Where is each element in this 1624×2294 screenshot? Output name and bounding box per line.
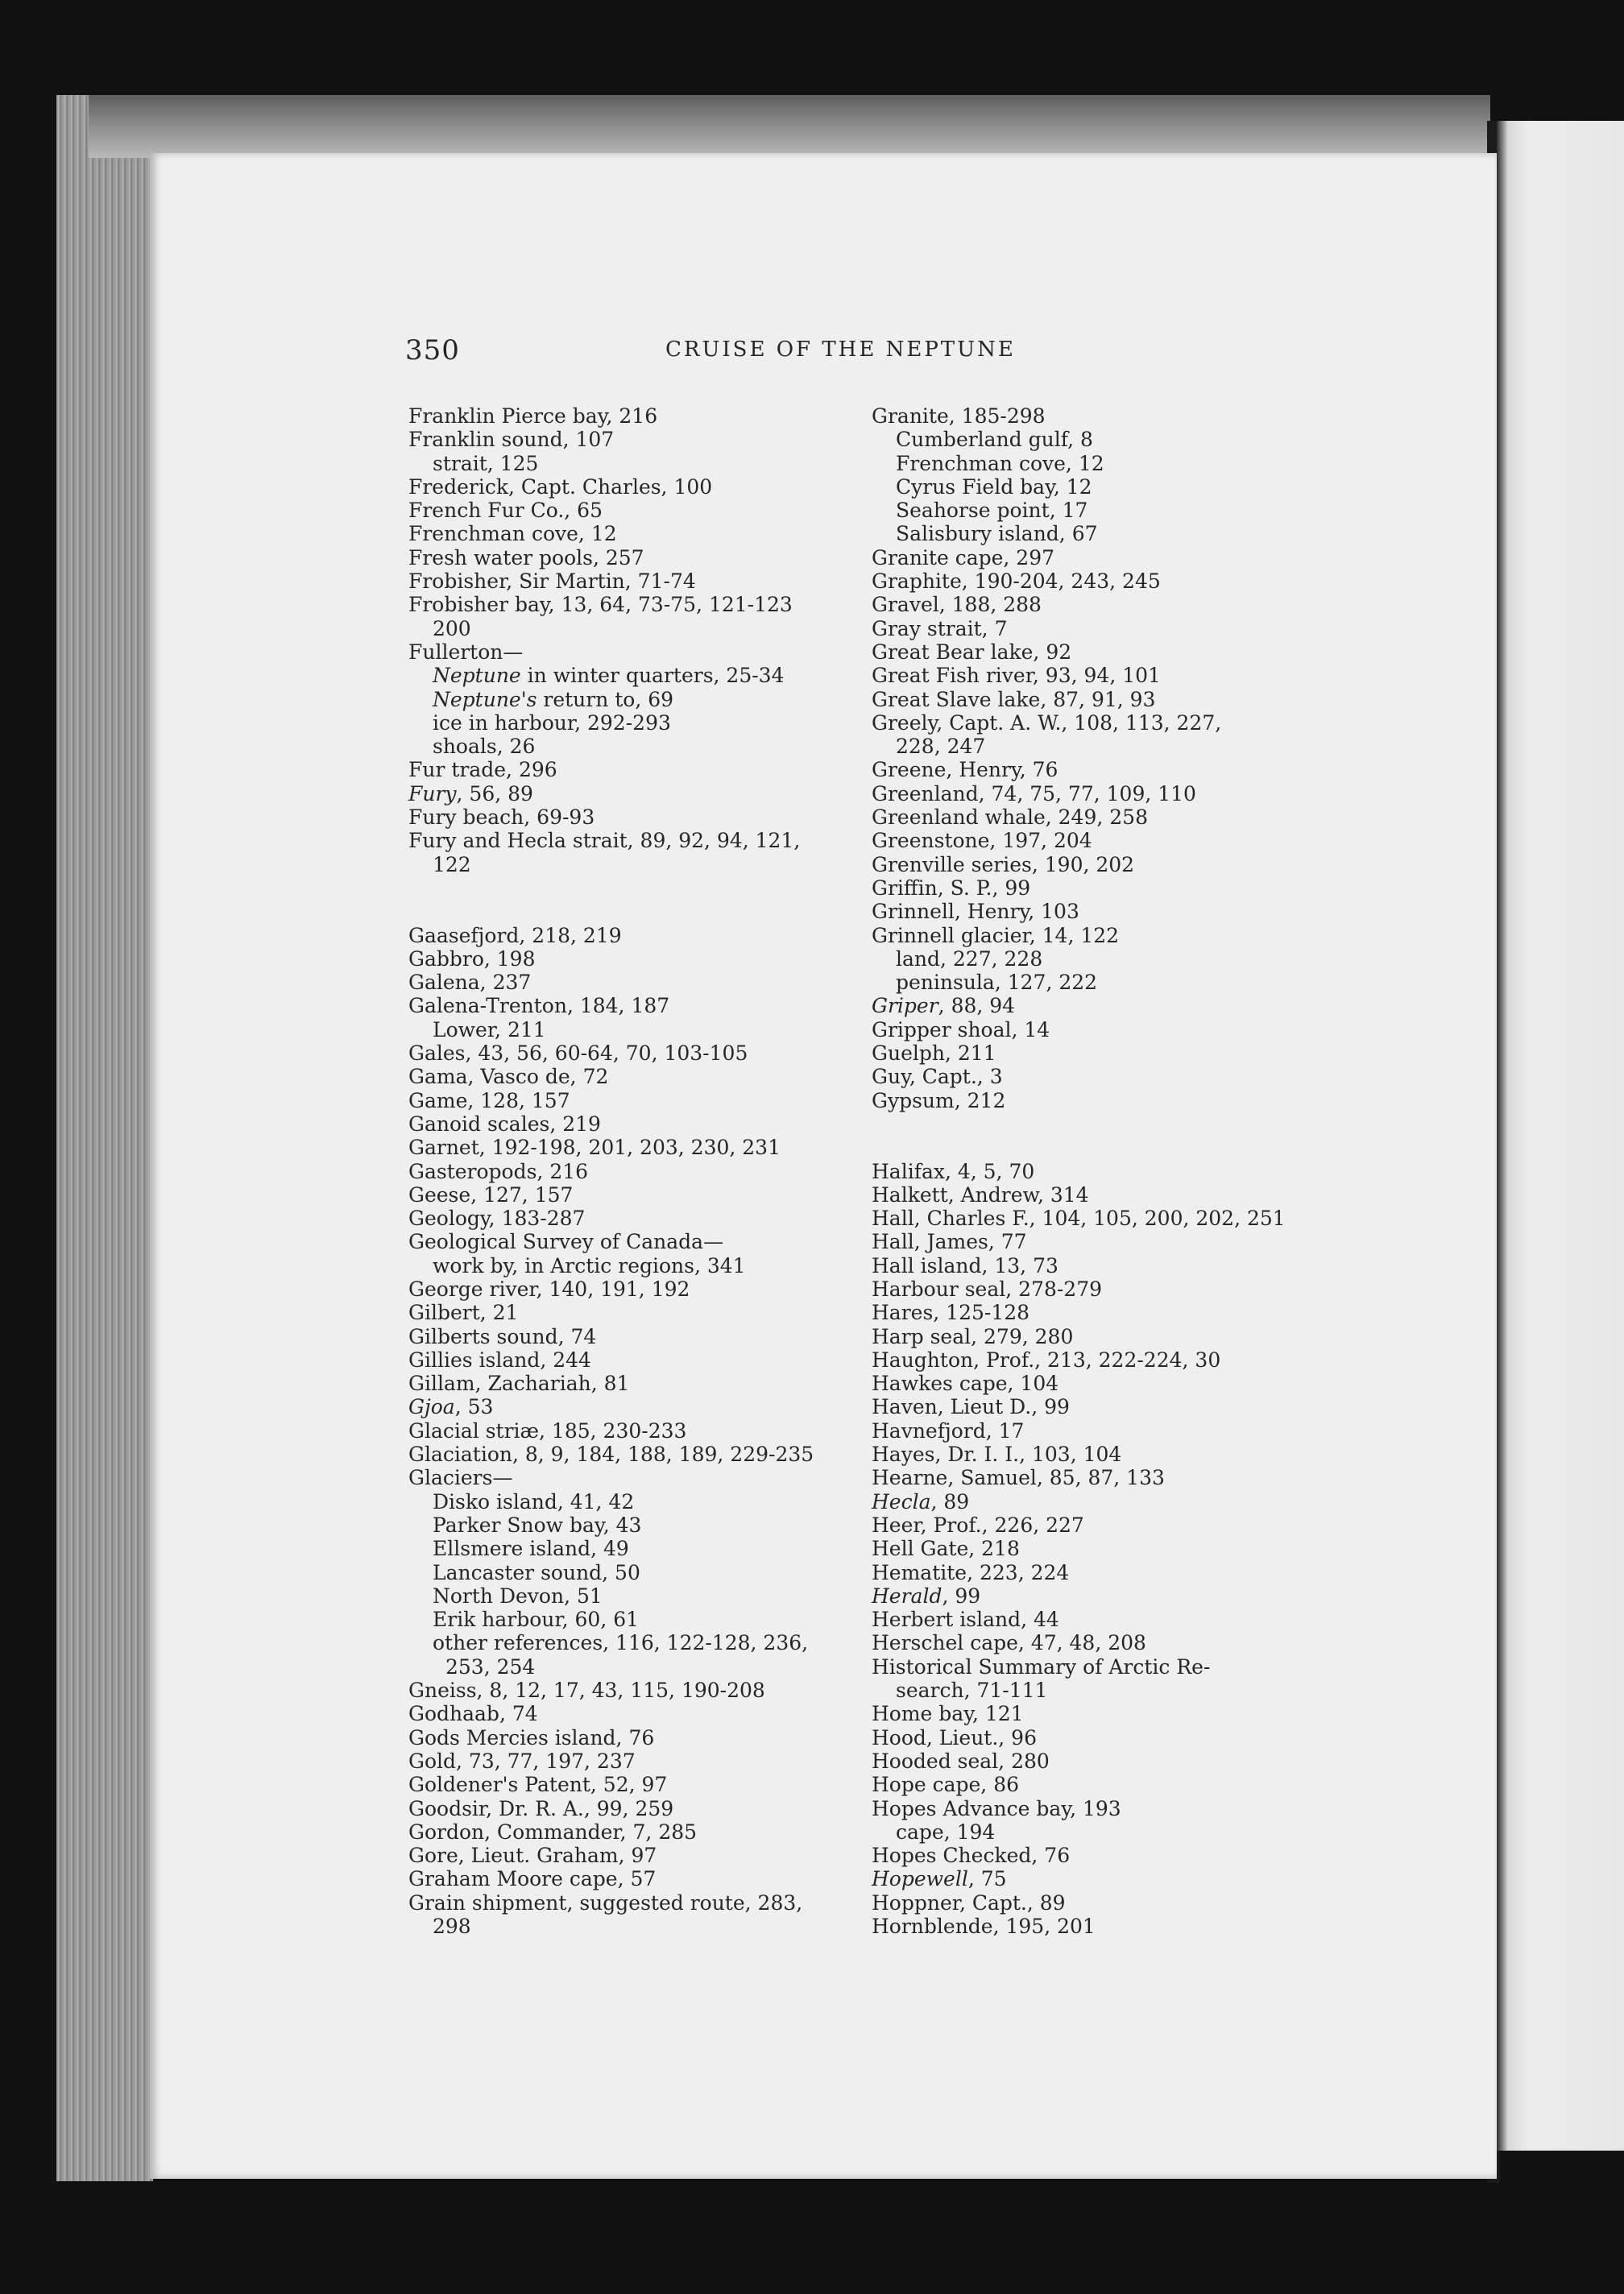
- index-entry: 298: [433, 1915, 471, 1938]
- index-entry: Guelph, 211: [872, 1041, 996, 1066]
- index-entry: ice in harbour, 292-293: [433, 710, 671, 735]
- index-entry: Gordon, Commander, 7, 285: [408, 1820, 698, 1844]
- index-entry: Haughton, Prof., 213, 222-224, 30: [872, 1348, 1221, 1372]
- index-entry: Franklin sound, 107: [408, 428, 615, 452]
- index-entry: Graham Moore cape, 57: [408, 1867, 657, 1891]
- index-entry: Gjoa, 53: [408, 1395, 494, 1419]
- index-entry: Hematite, 223, 224: [872, 1560, 1070, 1584]
- index-entry: Glacial striæ, 185, 230-233: [408, 1418, 687, 1443]
- index-entry: Fur trade, 296: [408, 758, 557, 782]
- index-column-right: [872, 404, 1323, 1938]
- index-entry: Hornblende, 195, 201: [872, 1915, 1096, 1938]
- index-entry: Gama, Vasco de, 72: [408, 1065, 609, 1089]
- index-entry: Frobisher, Sir Martin, 71-74: [408, 569, 696, 594]
- index-entry: Gillam, Zachariah, 81: [408, 1372, 630, 1396]
- index-entry: French Fur Co., 65: [408, 499, 603, 523]
- index-entry: Home bay, 121: [872, 1702, 1024, 1726]
- index-entry: Lower, 211: [433, 1017, 546, 1041]
- index-entry: Grinnell, Henry, 103: [872, 900, 1079, 924]
- index-entry: strait, 125: [433, 451, 539, 475]
- index-entry: Griffin, S. P., 99: [872, 876, 1031, 900]
- index-entry: Halifax, 4, 5, 70: [872, 1159, 1035, 1183]
- index-entry: Gilbert, 21: [408, 1301, 519, 1325]
- index-entry: Neptune in winter quarters, 25-34: [433, 664, 785, 688]
- index-entry: Greene, Henry, 76: [872, 758, 1058, 782]
- page-number: 350: [405, 334, 460, 366]
- index-entry: Fury and Hecla strait, 89, 92, 94, 121,: [408, 829, 801, 853]
- index-entry: Ellsmere island, 49: [433, 1537, 629, 1561]
- index-entry: Goodsir, Dr. R. A., 99, 259: [408, 1796, 674, 1820]
- index-entry: Hares, 125-128: [872, 1301, 1030, 1325]
- index-entry: Grinnell glacier, 14, 122: [872, 923, 1120, 947]
- index-entry: Parker Snow bay, 43: [433, 1513, 642, 1537]
- index-entry: North Devon, 51: [433, 1584, 603, 1608]
- index-entry: Hood, Lieut., 96: [872, 1725, 1037, 1749]
- index-entry: cape, 194: [896, 1820, 996, 1844]
- index-entry: Hell Gate, 218: [872, 1537, 1020, 1561]
- index-entry: Gray strait, 7: [872, 616, 1008, 640]
- index-entry: Gripper shoal, 14: [872, 1017, 1050, 1041]
- index-gap: [872, 1136, 1323, 1159]
- index-entry: Frobisher bay, 13, 64, 73-75, 121-123: [408, 593, 793, 617]
- index-entry: Gaasefjord, 218, 219: [408, 923, 622, 947]
- index-entry: Cumberland gulf, 8: [896, 428, 1093, 452]
- page-top-edge: [89, 95, 1490, 158]
- index-entry: Hopes Checked, 76: [872, 1844, 1071, 1868]
- index-entry: Granite cape, 297: [872, 545, 1055, 569]
- index-entry: Griper, 88, 94: [872, 994, 1016, 1018]
- index-entry: 122: [433, 852, 471, 876]
- index-entry: Harp seal, 279, 280: [872, 1324, 1074, 1348]
- index-entry: Greely, Capt. A. W., 108, 113, 227,: [872, 710, 1222, 735]
- index-entry: Gravel, 188, 288: [872, 593, 1042, 617]
- index-entry: Fury beach, 69-93: [408, 805, 595, 830]
- index-entry: Fresh water pools, 257: [408, 545, 644, 569]
- page-stack-edge: [56, 95, 153, 2181]
- index-entry: Gales, 43, 56, 60-64, 70, 103-105: [408, 1041, 748, 1066]
- index-entry: Frenchman cove, 12: [896, 451, 1104, 475]
- index-entry: Herbert island, 44: [872, 1608, 1059, 1632]
- index-gap: [408, 900, 860, 923]
- index-entry: 228, 247: [896, 735, 986, 759]
- index-entry: 200: [433, 616, 471, 640]
- index-entry: Ganoid scales, 219: [408, 1112, 601, 1136]
- index-entry: Fullerton—: [408, 640, 524, 664]
- index-entry: Gasteropods, 216: [408, 1159, 589, 1183]
- index-entry: Greenland, 74, 75, 77, 109, 110: [872, 781, 1196, 805]
- index-entry: Glaciers—: [408, 1466, 513, 1490]
- index-entry: Fury, 56, 89: [408, 781, 533, 805]
- index-entry: Gneiss, 8, 12, 17, 43, 115, 190-208: [408, 1679, 765, 1703]
- index-entry: George river, 140, 191, 192: [408, 1277, 690, 1301]
- index-entry: Geological Survey of Canada—: [408, 1230, 724, 1254]
- index-entry: Godhaab, 74: [408, 1702, 538, 1726]
- index-entry: Graphite, 190-204, 243, 245: [872, 569, 1161, 594]
- index-entry: Hoppner, Capt., 89: [872, 1890, 1066, 1915]
- index-entry: Franklin Pierce bay, 216: [408, 404, 658, 428]
- index-entry: Lancaster sound, 50: [433, 1560, 640, 1584]
- index-entry: Great Slave lake, 87, 91, 93: [872, 687, 1156, 711]
- index-entry: Glaciation, 8, 9, 184, 188, 189, 229-235: [408, 1443, 814, 1467]
- index-entry: Neptune's return to, 69: [433, 687, 674, 711]
- index-entry: Goldener's Patent, 52, 97: [408, 1773, 668, 1797]
- index-entry: Cyrus Field bay, 12: [896, 474, 1092, 499]
- index-entry: Herald, 99: [872, 1584, 981, 1608]
- index-entry: Historical Summary of Arctic Re-: [872, 1654, 1211, 1679]
- index-entry: Salisbury island, 67: [896, 522, 1098, 546]
- index-entry: Guy, Capt., 3: [872, 1065, 1003, 1089]
- index-entry: Gilberts sound, 74: [408, 1324, 597, 1348]
- index-entry: Hope cape, 86: [872, 1773, 1020, 1797]
- index-entry: Seahorse point, 17: [896, 499, 1088, 523]
- index-entry: Erik harbour, 60, 61: [433, 1608, 640, 1632]
- index-entry: Frederick, Capt. Charles, 100: [408, 474, 713, 499]
- index-entry: Geology, 183-287: [408, 1207, 586, 1231]
- index-entry: Havnefjord, 17: [872, 1418, 1025, 1443]
- index-entry: Game, 128, 157: [408, 1088, 570, 1112]
- index-entry: Hooded seal, 280: [872, 1749, 1050, 1773]
- index-entry: Disko island, 41, 42: [433, 1489, 635, 1513]
- index-entry: Hearne, Samuel, 85, 87, 133: [872, 1466, 1165, 1490]
- index-entry: Halkett, Andrew, 314: [872, 1182, 1089, 1207]
- index-entry: land, 227, 228: [896, 946, 1043, 971]
- index-entry: other references, 116, 122-128, 236,: [433, 1631, 809, 1655]
- index-entry: Greenland whale, 249, 258: [872, 805, 1148, 830]
- index-entry: work by, in Arctic regions, 341: [433, 1253, 746, 1277]
- index-entry: Hopes Advance bay, 193: [872, 1796, 1121, 1820]
- index-entry: Gore, Lieut. Graham, 97: [408, 1844, 657, 1868]
- index-entry: Great Bear lake, 92: [872, 640, 1072, 664]
- index-entry: peninsula, 127, 222: [896, 971, 1098, 995]
- index-entry: Hall, Charles F., 104, 105, 200, 202, 251: [872, 1207, 1286, 1231]
- index-entry: Hawkes cape, 104: [872, 1372, 1059, 1396]
- index-entry: shoals, 26: [433, 735, 536, 759]
- index-entry: Gabbro, 198: [408, 946, 536, 971]
- index-entry: Hall, James, 77: [872, 1230, 1027, 1254]
- facing-page: [1497, 121, 1624, 2151]
- index-entry: Heer, Prof., 226, 227: [872, 1513, 1084, 1537]
- index-entry: Gods Mercies island, 76: [408, 1725, 655, 1749]
- index-entry: Grain shipment, suggested route, 283,: [408, 1890, 803, 1915]
- index-entry: search, 71-111: [896, 1679, 1048, 1703]
- index-entry: Galena-Trenton, 184, 187: [408, 994, 670, 1018]
- index-entry: Garnet, 192-198, 201, 203, 230, 231: [408, 1136, 781, 1160]
- index-entry: Gillies island, 244: [408, 1348, 591, 1372]
- index-entry: Herschel cape, 47, 48, 208: [872, 1631, 1146, 1655]
- index-entry: Geese, 127, 157: [408, 1182, 574, 1207]
- index-gap: [872, 1112, 1323, 1136]
- index-entry: Hall island, 13, 73: [872, 1253, 1058, 1277]
- index-gap: [408, 876, 860, 900]
- index-entry: Granite, 185-298: [872, 404, 1046, 428]
- index-entry: Gypsum, 212: [872, 1088, 1006, 1112]
- index-entry: 253, 254: [445, 1654, 536, 1679]
- index-entry: Haven, Lieut D., 99: [872, 1395, 1070, 1419]
- index-entry: Hecla, 89: [872, 1489, 970, 1513]
- index-entry: Frenchman cove, 12: [408, 522, 617, 546]
- index-entry: Harbour seal, 278-279: [872, 1277, 1103, 1301]
- index-column-left: [408, 404, 860, 1938]
- index-entry: Hayes, Dr. I. I., 103, 104: [872, 1443, 1122, 1467]
- running-title: CRUISE OF THE NEPTUNE: [665, 337, 1016, 362]
- index-entry: Grenville series, 190, 202: [872, 852, 1135, 876]
- index-entry: Greenstone, 197, 204: [872, 829, 1092, 853]
- index-entry: Hopewell, 75: [872, 1867, 1007, 1891]
- index-entry: Galena, 237: [408, 971, 532, 995]
- index-entry: Gold, 73, 77, 197, 237: [408, 1749, 636, 1773]
- index-entry: Great Fish river, 93, 94, 101: [872, 664, 1161, 688]
